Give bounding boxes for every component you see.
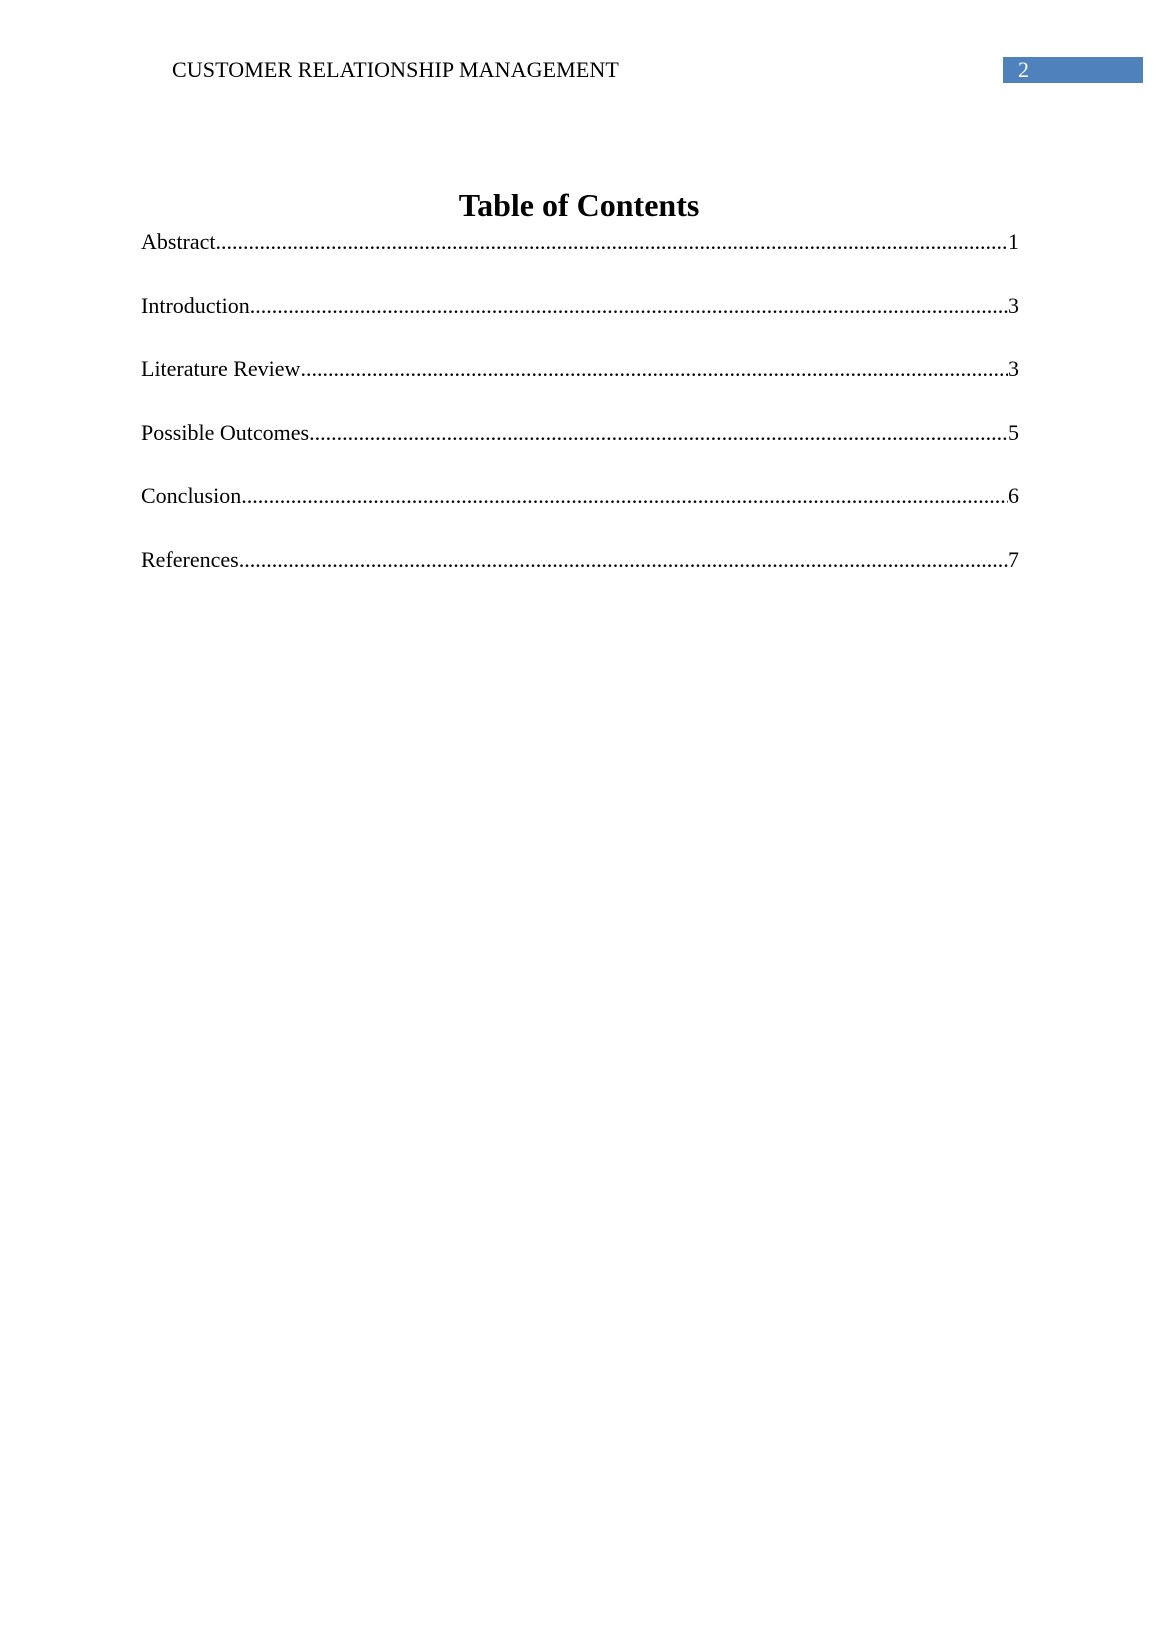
toc-dot-leader [239,546,1008,574]
toc-entry-label: Abstract [141,229,216,254]
toc-dot-leader [309,419,1008,447]
toc-entry-label: References [141,546,239,572]
toc-entry-possible-outcomes[interactable] [141,419,1019,483]
toc-entry-introduction[interactable] [141,292,1019,356]
page-number-badge [1003,57,1143,83]
toc-dot-leader [250,292,1008,320]
toc-entry-page: 5 [1008,419,1019,445]
toc-dot-leader [300,355,1008,383]
toc-entry-page: 3 [1008,356,1019,382]
running-header-title: CUSTOMER RELATIONSHIP MANAGEMENT [172,57,619,82]
toc-entry-label: Literature Review [141,356,301,382]
toc-entry-conclusion[interactable] [141,482,1019,546]
toc-entry-references[interactable] [141,546,1019,610]
toc-title: Table of Contents [458,187,700,223]
toc-entry-page: 6 [1008,483,1019,509]
toc-entry-page: 1 [1008,229,1019,254]
toc-entry-page: 3 [1008,292,1019,318]
toc-dot-leader [216,228,1008,256]
page-number: 2 [1018,57,1029,82]
toc-entry-literature-review[interactable] [141,355,1019,419]
toc-entry-label: Conclusion [141,483,242,509]
toc-entry-label: Possible Outcomes [141,419,310,445]
toc-entry-label: Introduction [141,292,250,318]
toc-dot-leader [241,482,1008,510]
toc-entry-abstract[interactable] [141,228,1019,292]
table-of-contents [141,228,1019,610]
toc-entry-page: 7 [1008,546,1019,572]
